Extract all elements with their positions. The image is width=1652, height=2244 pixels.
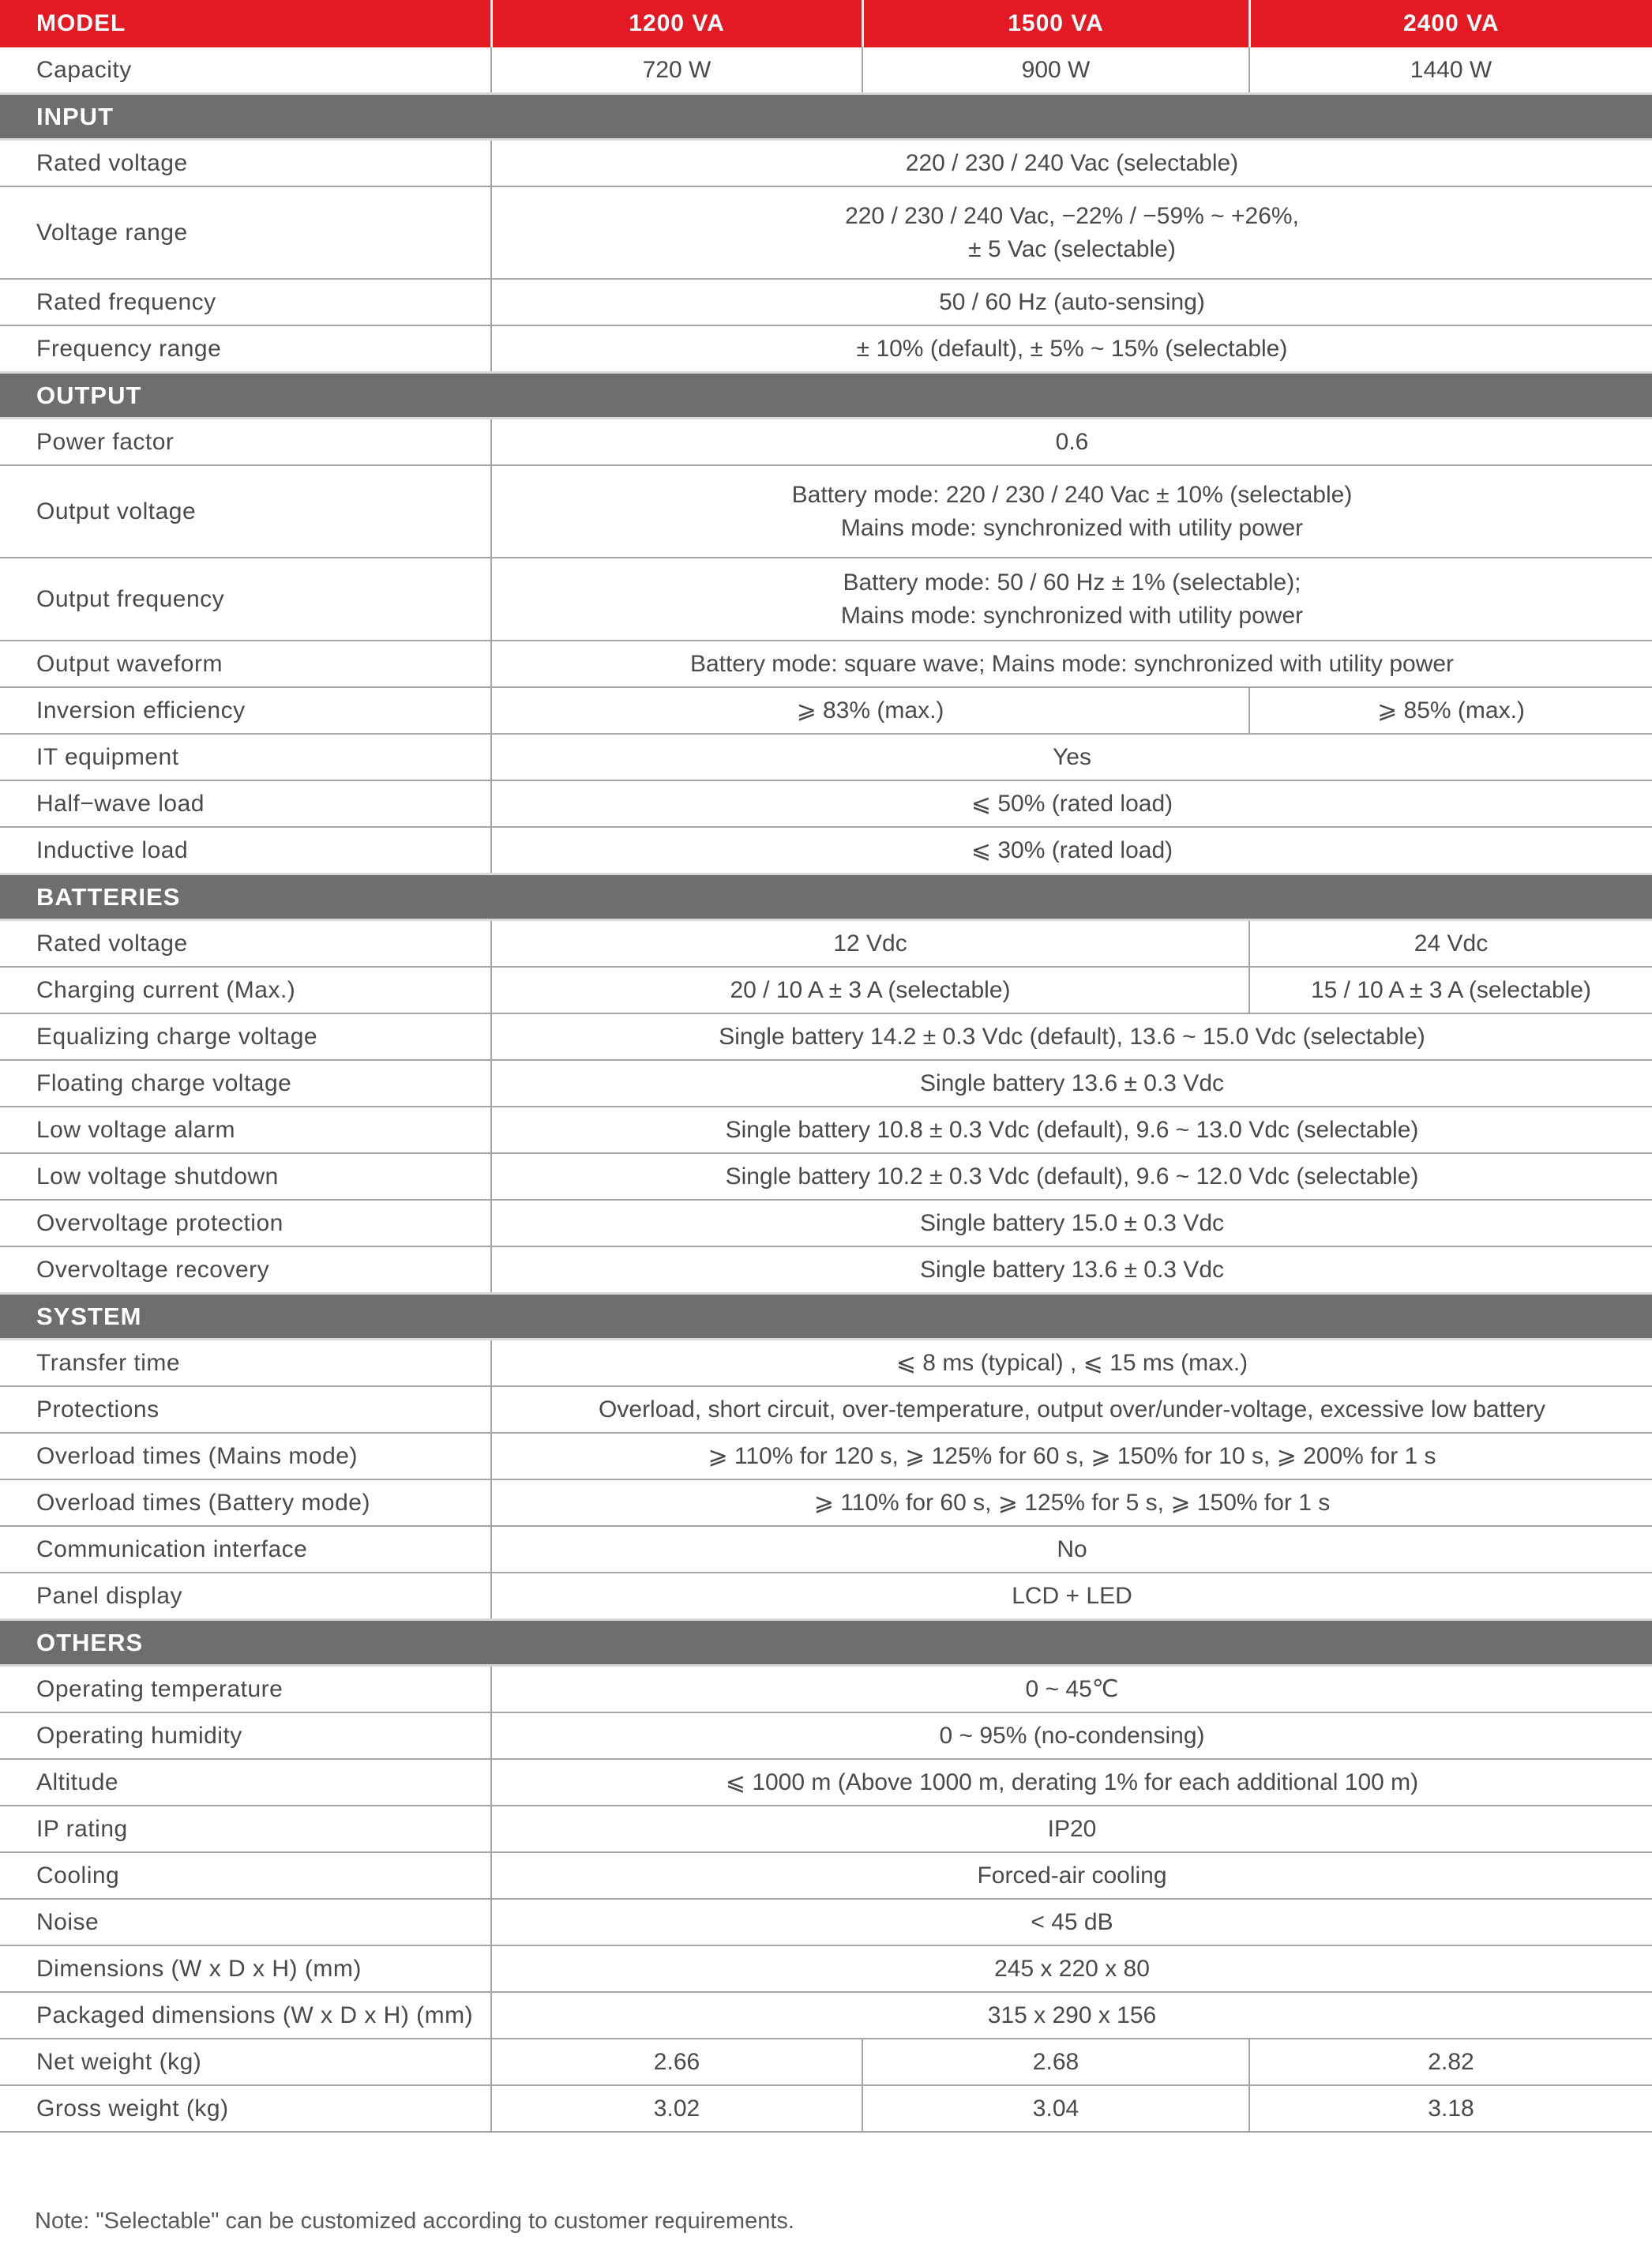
altitude-value: ⩽ 1000 m (Above 1000 m, derating 1% for each additional 100 m) xyxy=(491,1759,1652,1806)
equalizing-charge-voltage-label: Equalizing charge voltage xyxy=(0,1013,491,1060)
capacity-row xyxy=(0,47,1652,94)
gross-weight-2400va: 3.18 xyxy=(1249,2085,1652,2132)
overvoltage-recovery-label: Overvoltage recovery xyxy=(0,1246,491,1294)
capacity-1500va: 900 W xyxy=(862,47,1249,94)
overvoltage-recovery-value: Single battery 13.6 ± 0.3 Vdc xyxy=(491,1246,1652,1294)
altitude-label: Altitude xyxy=(0,1759,491,1806)
spec-row xyxy=(0,1666,1652,1713)
output-section-title: OUTPUT xyxy=(0,373,1652,419)
frequency-range-value: ± 10% (default), ± 5% ~ 15% (selectable) xyxy=(491,325,1652,373)
gross-weight-label: Gross weight (kg) xyxy=(0,2085,491,2132)
model-1500va-heading: 1500 VA xyxy=(862,0,1249,47)
spec-row xyxy=(0,734,1652,780)
spec-row xyxy=(0,1060,1652,1107)
spec-row xyxy=(0,2085,1652,2132)
spec-row xyxy=(0,920,1652,968)
floating-charge-voltage-label: Floating charge voltage xyxy=(0,1060,491,1107)
communication-interface-value: No xyxy=(491,1526,1652,1573)
inductive-load-value: ⩽ 30% (rated load) xyxy=(491,827,1652,874)
packaged-dimensions-label: Packaged dimensions (W x D x H) (mm) xyxy=(0,1992,491,2039)
power-factor-label: Power factor xyxy=(0,419,491,466)
operating-temperature-value: 0 ~ 45℃ xyxy=(491,1666,1652,1713)
inversion-efficiency-1200-1500: ⩾ 83% (max.) xyxy=(491,687,1249,734)
noise-label: Noise xyxy=(0,1899,491,1945)
floating-charge-voltage-value: Single battery 13.6 ± 0.3 Vdc xyxy=(491,1060,1652,1107)
input-rated-voltage-value: 220 / 230 / 240 Vac (selectable) xyxy=(491,140,1652,187)
battery-rated-voltage-2400: 24 Vdc xyxy=(1249,920,1652,968)
voltage-range-line-1: 220 / 230 / 240 Vac, −22% / −59% ~ +26%, xyxy=(845,202,1299,229)
voltage-range-value xyxy=(491,186,1652,279)
low-voltage-shutdown-label: Low voltage shutdown xyxy=(0,1153,491,1200)
overvoltage-protection-label: Overvoltage protection xyxy=(0,1200,491,1246)
net-weight-1200va: 2.66 xyxy=(491,2039,862,2085)
protections-value: Overload, short circuit, over-temperature, output over/under-voltage, excessive low battery xyxy=(491,1386,1652,1433)
low-voltage-shutdown-value: Single battery 10.2 ± 0.3 Vdc (default), 9.6 ~ 12.0 Vdc (selectable) xyxy=(491,1153,1652,1200)
spec-row xyxy=(0,1107,1652,1153)
batteries-section-title: BATTERIES xyxy=(0,874,1652,920)
net-weight-1500va: 2.68 xyxy=(862,2039,1249,2085)
net-weight-label: Net weight (kg) xyxy=(0,2039,491,2085)
transfer-time-label: Transfer time xyxy=(0,1340,491,1387)
operating-temperature-label: Operating temperature xyxy=(0,1666,491,1713)
half-wave-load-value: ⩽ 50% (rated load) xyxy=(491,780,1652,827)
model-header-row xyxy=(0,0,1652,47)
spec-row xyxy=(0,325,1652,373)
charging-current-1200-1500: 20 / 10 A ± 3 A (selectable) xyxy=(491,967,1249,1013)
cooling-value: Forced-air cooling xyxy=(491,1852,1652,1899)
spec-row xyxy=(0,1340,1652,1387)
model-label: MODEL xyxy=(0,0,491,47)
input-section-title: INPUT xyxy=(0,94,1652,140)
spec-row xyxy=(0,1386,1652,1433)
spec-row xyxy=(0,1433,1652,1479)
gross-weight-1200va: 3.02 xyxy=(491,2085,862,2132)
ip-rating-value: IP20 xyxy=(491,1806,1652,1852)
spec-row xyxy=(0,186,1652,279)
low-voltage-alarm-value: Single battery 10.8 ± 0.3 Vdc (default), 9.6 ~ 13.0 Vdc (selectable) xyxy=(491,1107,1652,1153)
output-voltage-label: Output voltage xyxy=(0,465,491,558)
voltage-range-label: Voltage range xyxy=(0,186,491,279)
ip-rating-label: IP rating xyxy=(0,1806,491,1852)
packaged-dimensions-value: 315 x 290 x 156 xyxy=(491,1992,1652,2039)
output-voltage-line-1: Battery mode: 220 / 230 / 240 Vac ± 10% (selectable) xyxy=(791,481,1353,508)
dimensions-label: Dimensions (W x D x H) (mm) xyxy=(0,1945,491,1992)
battery-rated-voltage-1200-1500: 12 Vdc xyxy=(491,920,1249,968)
spec-row xyxy=(0,465,1652,558)
spec-row xyxy=(0,1200,1652,1246)
batteries-section-header xyxy=(0,874,1652,920)
rated-frequency-value: 50 / 60 Hz (auto-sensing) xyxy=(491,279,1652,325)
capacity-1200va: 720 W xyxy=(491,47,862,94)
others-section-title: OTHERS xyxy=(0,1620,1652,1666)
overload-mains-value: ⩾ 110% for 120 s, ⩾ 125% for 60 s, ⩾ 150% for 10 s, ⩾ 200% for 1 s xyxy=(491,1433,1652,1479)
footnote: Note: "Selectable" can be customized according to customer requirements. xyxy=(35,2208,794,2234)
spec-row xyxy=(0,2039,1652,2085)
output-frequency-label: Output frequency xyxy=(0,558,491,641)
spec-row xyxy=(0,1945,1652,1992)
output-frequency-value xyxy=(491,558,1652,641)
system-section-title: SYSTEM xyxy=(0,1294,1652,1340)
system-section-header xyxy=(0,1294,1652,1340)
it-equipment-label: IT equipment xyxy=(0,734,491,780)
inversion-efficiency-2400: ⩾ 85% (max.) xyxy=(1249,687,1652,734)
spec-row xyxy=(0,641,1652,687)
equalizing-charge-voltage-value: Single battery 14.2 ± 0.3 Vdc (default), 13.6 ~ 15.0 Vdc (selectable) xyxy=(491,1013,1652,1060)
output-frequency-line-2: Mains mode: synchronized with utility power xyxy=(840,602,1304,629)
input-section-header xyxy=(0,94,1652,140)
overload-battery-value: ⩾ 110% for 60 s, ⩾ 125% for 5 s, ⩾ 150% for 1 s xyxy=(491,1479,1652,1526)
net-weight-2400va: 2.82 xyxy=(1249,2039,1652,2085)
gross-weight-1500va: 3.04 xyxy=(862,2085,1249,2132)
others-section-header xyxy=(0,1620,1652,1666)
spec-row xyxy=(0,827,1652,874)
spec-row xyxy=(0,1899,1652,1945)
model-1200va-heading: 1200 VA xyxy=(491,0,862,47)
voltage-range-line-2: ± 5 Vac (selectable) xyxy=(968,235,1176,262)
rated-frequency-label: Rated frequency xyxy=(0,279,491,325)
spec-row xyxy=(0,1246,1652,1294)
input-rated-voltage-label: Rated voltage xyxy=(0,140,491,187)
overload-battery-label: Overload times (Battery mode) xyxy=(0,1479,491,1526)
panel-display-value: LCD + LED xyxy=(491,1573,1652,1620)
spec-row xyxy=(0,1712,1652,1759)
protections-label: Protections xyxy=(0,1386,491,1433)
charging-current-label: Charging current (Max.) xyxy=(0,967,491,1013)
dimensions-value: 245 x 220 x 80 xyxy=(491,1945,1652,1992)
spec-row xyxy=(0,1852,1652,1899)
panel-display-label: Panel display xyxy=(0,1573,491,1620)
output-frequency-line-1: Battery mode: 50 / 60 Hz ± 1% (selectable); xyxy=(843,569,1301,596)
spec-row xyxy=(0,780,1652,827)
capacity-2400va: 1440 W xyxy=(1249,47,1652,94)
power-factor-value: 0.6 xyxy=(491,419,1652,466)
inductive-load-label: Inductive load xyxy=(0,827,491,874)
spec-row xyxy=(0,140,1652,187)
spec-row xyxy=(0,1013,1652,1060)
spec-row xyxy=(0,279,1652,325)
output-waveform-value: Battery mode: square wave; Mains mode: synchronized with utility power xyxy=(491,641,1652,687)
spec-row xyxy=(0,967,1652,1013)
transfer-time-value: ⩽ 8 ms (typical) , ⩽ 15 ms (max.) xyxy=(491,1340,1652,1387)
communication-interface-label: Communication interface xyxy=(0,1526,491,1573)
battery-rated-voltage-label: Rated voltage xyxy=(0,920,491,968)
overvoltage-protection-value: Single battery 15.0 ± 0.3 Vdc xyxy=(491,1200,1652,1246)
spec-row xyxy=(0,1153,1652,1200)
spec-row xyxy=(0,419,1652,466)
operating-humidity-value: 0 ~ 95% (no-condensing) xyxy=(491,1712,1652,1759)
charging-current-2400: 15 / 10 A ± 3 A (selectable) xyxy=(1249,967,1652,1013)
spec-row xyxy=(0,1573,1652,1620)
spec-row xyxy=(0,687,1652,734)
cooling-label: Cooling xyxy=(0,1852,491,1899)
spec-row xyxy=(0,1479,1652,1526)
spec-row xyxy=(0,1526,1652,1573)
operating-humidity-label: Operating humidity xyxy=(0,1712,491,1759)
inversion-efficiency-label: Inversion efficiency xyxy=(0,687,491,734)
output-waveform-label: Output waveform xyxy=(0,641,491,687)
output-section-header xyxy=(0,373,1652,419)
output-voltage-value xyxy=(491,465,1652,558)
model-2400va-heading: 2400 VA xyxy=(1249,0,1652,47)
spec-row xyxy=(0,558,1652,641)
low-voltage-alarm-label: Low voltage alarm xyxy=(0,1107,491,1153)
frequency-range-label: Frequency range xyxy=(0,325,491,373)
spec-row xyxy=(0,1806,1652,1852)
noise-value: < 45 dB xyxy=(491,1899,1652,1945)
half-wave-load-label: Half−wave load xyxy=(0,780,491,827)
output-voltage-line-2: Mains mode: synchronized with utility power xyxy=(840,514,1304,541)
it-equipment-value: Yes xyxy=(491,734,1652,780)
overload-mains-label: Overload times (Mains mode) xyxy=(0,1433,491,1479)
capacity-label: Capacity xyxy=(0,47,491,94)
spec-row xyxy=(0,1759,1652,1806)
spec-row xyxy=(0,1992,1652,2039)
